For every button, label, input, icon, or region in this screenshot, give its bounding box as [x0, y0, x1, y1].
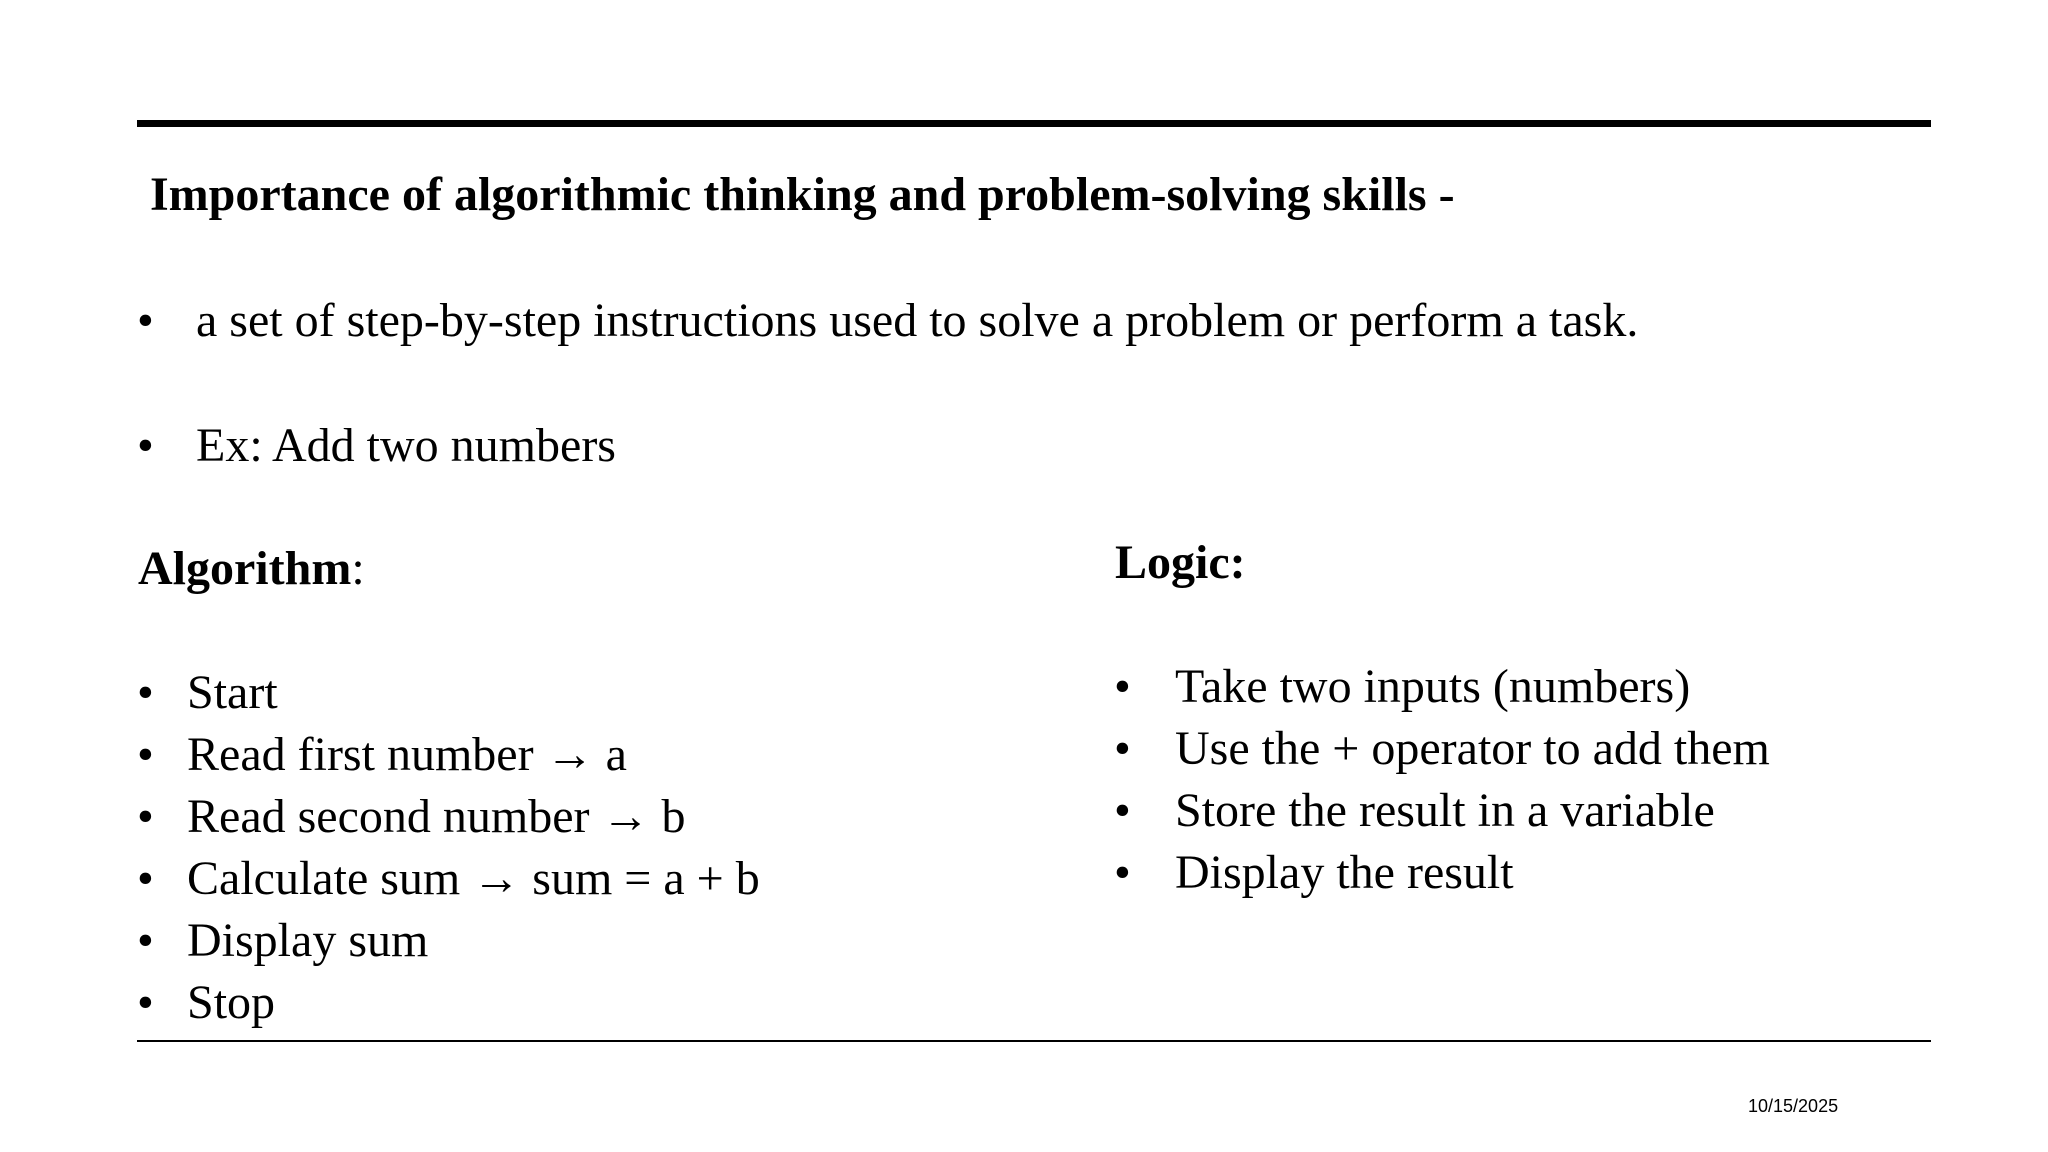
- logic-point-text: Store the result in a variable: [1175, 784, 1715, 837]
- intro-bullet-text: Ex: Add two numbers: [196, 419, 616, 472]
- algorithm-heading-label: Algorithm: [138, 542, 352, 595]
- algorithm-heading: [138, 540, 365, 598]
- bullet-dot: •: [1114, 846, 1131, 899]
- bullet-dot: •: [137, 976, 154, 1029]
- bullet-dot: •: [137, 790, 154, 843]
- top-rule: [137, 120, 1931, 127]
- intro-bullet-text: a set of step-by-step instructions used to solve a problem or perform a task.: [196, 294, 1639, 347]
- algorithm-step-text: Read first number → a: [187, 728, 627, 781]
- bullet-dot: •: [1114, 784, 1131, 837]
- bullet-dot: •: [137, 852, 154, 905]
- logic-heading: Logic:: [1115, 536, 1246, 589]
- bullet-dot: •: [1114, 660, 1131, 713]
- bottom-rule: [137, 1040, 1931, 1042]
- footer-date: 10/15/2025: [1748, 1096, 1839, 1116]
- bullet-dot: •: [137, 728, 154, 781]
- algorithm-step-text: Stop: [187, 976, 276, 1029]
- logic-point-text: Display the result: [1175, 846, 1514, 899]
- algorithm-step-text: Calculate sum → sum = a + b: [187, 852, 760, 905]
- bullet-dot: •: [1114, 722, 1131, 775]
- bullet-dot: •: [137, 914, 154, 967]
- bullet-dot: •: [137, 294, 154, 347]
- algorithm-step-text: Start: [187, 666, 278, 719]
- logic-point-text: Use the + operator to add them: [1175, 722, 1770, 775]
- algorithm-step-text: Read second number → b: [187, 790, 686, 843]
- bullet-dot: •: [137, 666, 154, 719]
- algorithm-heading-colon: :: [351, 542, 365, 595]
- algorithm-step-text: Display sum: [187, 914, 429, 967]
- slide-title: Importance of algorithmic thinking and problem-solving skills -: [150, 168, 1455, 221]
- bullet-dot: •: [137, 419, 154, 472]
- logic-point-text: Take two inputs (numbers): [1175, 660, 1691, 713]
